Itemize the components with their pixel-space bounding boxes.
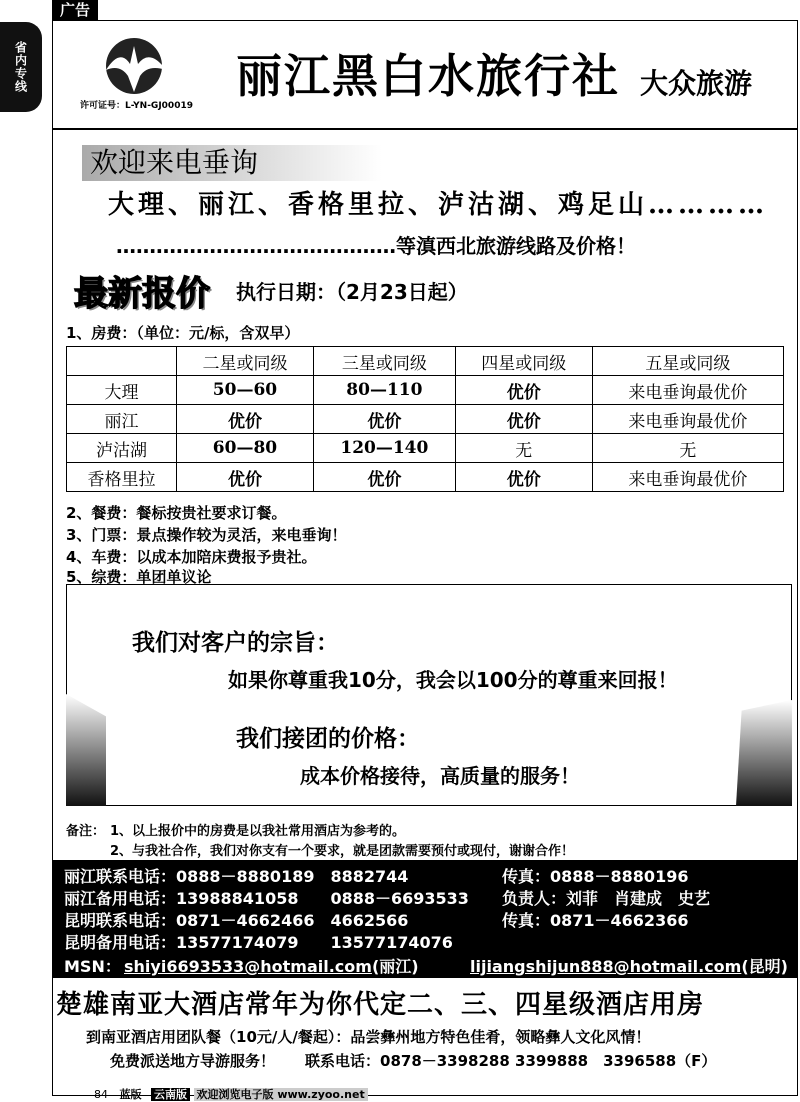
contact-kunming-fax: 传真：0871－4662366 [502,911,689,930]
item-ticket: 3、门票：景点操作较为灵活，来电垂询！ [66,526,347,544]
remarks-label: 备注： [66,824,106,839]
page-number: 84 [94,1088,108,1101]
contact-managers: 负责人：刘菲 肖建成 史艺 [502,889,711,908]
table-header-cell: 五星或同级 [592,347,783,376]
table-cell: 50—60 [176,376,313,405]
table-cell: 优价 [176,463,313,492]
msn-lijiang [124,954,419,977]
table-row [67,463,784,492]
contact-kunming-backup: 昆明备用电话：13577174079 13577174076 [64,933,453,952]
contact-panel [52,860,798,978]
remark-2: 2、与我社合作，我们对你支有一个要求，就是团款需要预付或现付，谢谢合作！ [110,844,575,859]
edition-label: 蓝版 [119,1088,142,1101]
section-room-fee: 1、房费：（单位：元/标，含双早） [66,324,300,342]
motto-line-1: 如果你尊重我10分，我会以100分的尊重来回报！ [228,668,678,692]
company-name: 丽江黑白水旅行社 [236,49,620,103]
item-misc: 5、综费：单团单议论 [66,568,212,586]
table-cell: 60—80 [176,434,313,463]
table-cell: 120—140 [313,434,455,463]
table-cell: 80—110 [313,376,455,405]
table-cell: 优价 [313,405,455,434]
destinations-line2: ……………………………………等滇西北旅游线路及价格！ [116,234,636,258]
execution-date: 执行日期：（2月23日起） [236,280,468,304]
table-cell: 来电垂询最优价 [592,376,783,405]
table-header-row [67,347,784,376]
table-header-cell: 二星或同级 [176,347,313,376]
site-label: 欢迎浏览电子版 www.zyoo.net [194,1088,368,1101]
contact-kunming-phone: 昆明联系电话：0871－4662466 4662566 [64,911,409,930]
price-table [66,346,784,492]
motto-title-1: 我们对客户的宗旨： [132,630,339,656]
table-cell: 优价 [313,463,455,492]
contact-lijiang-phone: 丽江联系电话：0888－8880189 8882744 [64,867,409,886]
license-number: 许可证号：L-YN-GJ00019 [80,101,193,111]
table-cell: 无 [592,434,783,463]
motto-title-2: 我们接团的价格： [236,726,420,752]
region-label: 云南版 [151,1088,190,1101]
hotel-line-2: 免费派送地方导游服务！ 联系电话：0878－3398288 3399888 3396588（F） [110,1052,717,1070]
msn-kunming-link[interactable]: lijiangshijun888@hotmail.com [470,957,742,976]
table-cell: 优价 [455,463,592,492]
table-cell: 大理 [67,376,177,405]
ad-tag: 广告 [52,0,98,20]
welcome-title: 欢迎来电垂询 [90,146,259,179]
remark-1: 1、以上报价中的房费是以我社常用酒店为参考的。 [110,824,406,839]
table-cell: 无 [455,434,592,463]
item-vehicle: 4、车费：以成本加陪床费报予贵社。 [66,548,317,566]
decor-gradient-right [736,700,792,806]
table-cell: 丽江 [67,405,177,434]
hotel-line-1: 到南亚酒店用团队餐（10元/人/餐起）：品尝彝州地方特色佳肴，领略彝人文化风情！ [86,1028,651,1046]
table-cell: 香格里拉 [67,463,177,492]
latest-quote-heading: 最新报价 [74,274,210,314]
destinations: 大理、丽江、香格里拉、泸沽湖、鸡足山………… [108,190,769,220]
msn-label: MSN： [64,957,121,976]
table-cell: 来电垂询最优价 [592,463,783,492]
company-logo-icon [100,36,172,96]
msn-kunming-tag: (昆明) [741,957,788,976]
table-header-cell [67,347,177,376]
table-cell: 来电垂询最优价 [592,405,783,434]
contact-lijiang-backup: 丽江备用电话：13988841058 0888－6693533 [64,889,469,908]
hotel-title: 楚雄南亚大酒店常年为你代定二、三、四星级酒店用房 [56,990,705,1020]
contact-lijiang-fax: 传真：0888－8880196 [502,867,689,886]
msn-kunming [470,954,788,977]
table-cell: 优价 [455,405,592,434]
item-meal: 2、餐费：餐标按贵社要求订餐。 [66,504,287,522]
table-row [67,376,784,405]
table-header-cell: 四星或同级 [455,347,592,376]
table-cell: 优价 [455,376,592,405]
table-header-cell: 三星或同级 [313,347,455,376]
motto-line-2: 成本价格接待，高质量的服务！ [300,764,580,788]
table-cell: 优价 [176,405,313,434]
side-tab: 省内专线 [0,22,42,112]
msn-lijiang-link[interactable]: shiyi6693533@hotmail.com [124,957,372,976]
table-cell: 泸沽湖 [67,434,177,463]
table-row [67,434,784,463]
table-row [67,405,784,434]
company-subtitle: 大众旅游 [640,67,753,100]
msn-lijiang-tag: (丽江) [371,957,419,976]
